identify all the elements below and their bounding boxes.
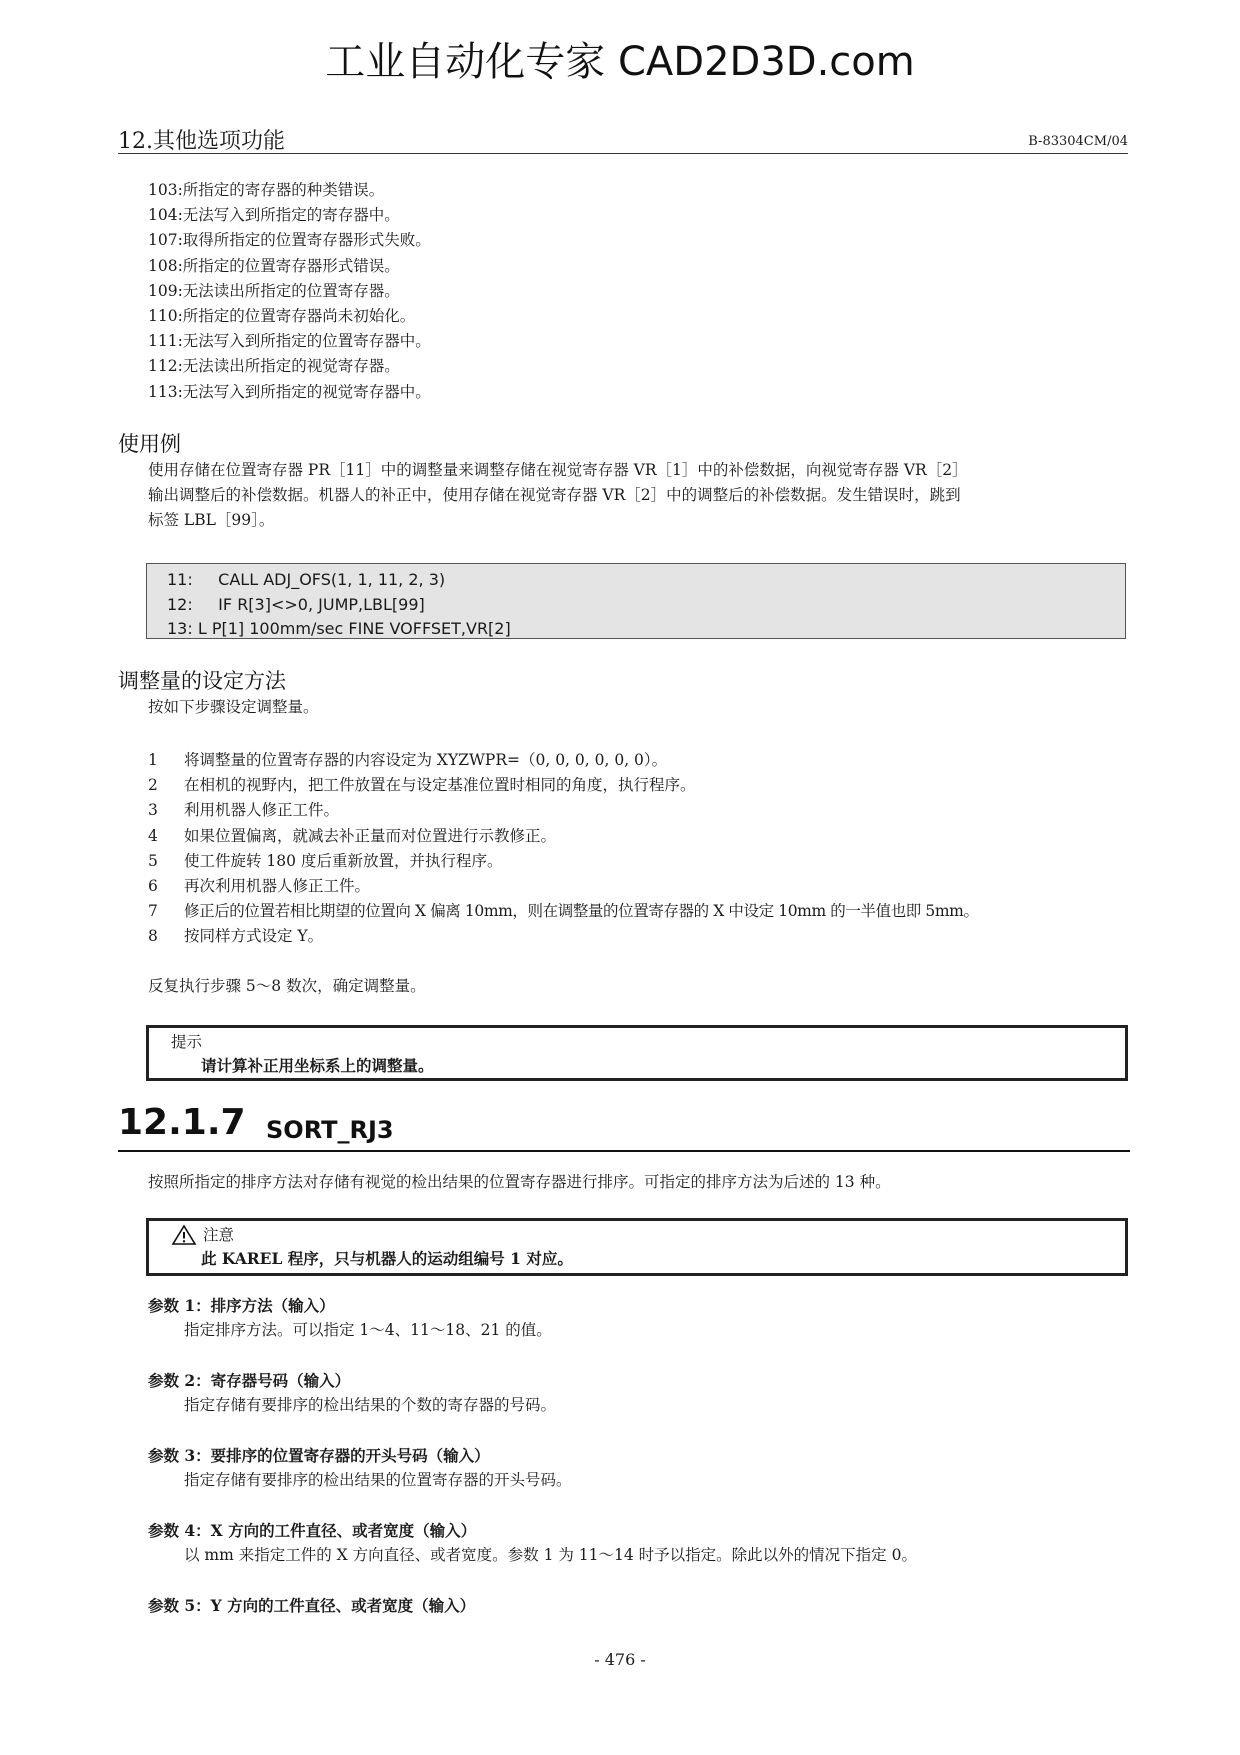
repeat-note: 反复执行步骤 5～8 数次，确定调整量。: [148, 977, 426, 995]
example-heading: 使用例: [118, 432, 181, 456]
param-title: 参数 5：Y 方向的工件直径、或者宽度（输入）: [148, 1596, 476, 1615]
section-number: 12.1.7: [118, 1102, 246, 1143]
error-code-item: 109:无法读出所指定的位置寄存器。: [148, 281, 400, 300]
step-text: 再次利用机器人修正工件。: [184, 877, 371, 896]
step-item: [148, 824, 979, 849]
step-text: 如果位置偏离，就减去补正量而对位置进行示教修正。: [184, 826, 557, 845]
example-paragraph: [148, 458, 1133, 533]
step-number: 3: [148, 801, 158, 820]
step-item: [148, 849, 979, 874]
param-block: [148, 1368, 556, 1418]
section-rule: [118, 1150, 1130, 1152]
param-block: [148, 1293, 552, 1343]
param-desc: 指定存储有要排序的检出结果的个数的寄存器的号码。: [184, 1396, 557, 1414]
step-text: 按同样方式设定 Y。: [184, 927, 324, 946]
section-description: 按照所指定的排序方法对存储有视觉的检出结果的位置寄存器进行排序。可指定的排序方法为后述的 13 种。: [148, 1173, 891, 1191]
hint-body: 请计算补正用坐标系上的调整量。: [201, 1056, 434, 1075]
error-code-item: 107:取得所指定的位置寄存器形式失败。: [148, 231, 431, 250]
step-number: 7: [148, 902, 158, 921]
param-desc: 指定存储有要排序的检出结果的位置寄存器的开头号码。: [184, 1471, 572, 1489]
error-code-item: 103:所指定的寄存器的种类错误。: [148, 181, 385, 199]
code-listing: [146, 563, 1126, 639]
error-code-item: 112:无法读出所指定的视觉寄存器。: [148, 357, 400, 376]
error-code-item: 104:无法写入到所指定的寄存器中。: [148, 206, 400, 225]
code-line: 11: CALL ADJ_OFS(1, 1, 11, 2, 3): [167, 570, 446, 589]
step-number: 5: [148, 851, 158, 870]
adjust-steps: [148, 748, 979, 950]
adjust-intro: 按如下步骤设定调整量。: [148, 698, 319, 716]
hint-title: 提示: [171, 1033, 203, 1051]
step-item: [148, 874, 979, 899]
caution-title: 注意: [203, 1226, 235, 1244]
step-item: [148, 899, 979, 924]
step-text: 在相机的视野内，把工件放置在与设定基准位置时相同的角度，执行程序。: [184, 776, 696, 795]
param-title: 参数 2：寄存器号码（输入）: [148, 1371, 351, 1390]
step-number: 6: [148, 877, 158, 896]
param-block: [148, 1593, 475, 1618]
param-desc: 指定排序方法。可以指定 1～4、11～18、21 的值。: [184, 1321, 552, 1339]
step-item: [148, 773, 979, 798]
adjust-heading: 调整量的设定方法: [118, 669, 286, 693]
step-number: 1: [148, 751, 158, 769]
example-line: 标签 LBL［99］。: [148, 511, 275, 529]
step-number: 4: [148, 826, 158, 845]
header-rule: [118, 153, 1128, 154]
error-code-item: 108:所指定的位置寄存器形式错误。: [148, 256, 400, 275]
step-number: 2: [148, 776, 158, 795]
example-line: 输出调整后的补偿数据。机器人的补正中，使用存储在视觉寄存器 VR［2］中的调整后的补偿数据。发生错误时，跳到: [148, 486, 961, 504]
example-line: 使用存储在位置寄存器 PR［11］中的调整量来调整存储在视觉寄存器 VR［1］中的补偿数据，向视觉寄存器 VR［2］: [148, 461, 968, 479]
section-title: SORT_RJ3: [266, 1116, 394, 1144]
step-item: [148, 798, 979, 823]
step-text: 修正后的位置若相比期望的位置向 X 偏离 10mm，则在调整量的位置寄存器的 X 中设定 10mm 的一半值也即 5mm。: [184, 902, 979, 921]
code-line: 12: IF R[3]<>0, JUMP,LBL[99]: [167, 594, 425, 614]
code-line: 13: L P[1] 100mm/sec FINE VOFFSET,VR[2]: [167, 619, 511, 638]
step-item: [148, 748, 979, 773]
step-text: 利用机器人修正工件。: [184, 801, 340, 820]
hint-box: [146, 1025, 1128, 1081]
step-item: [148, 924, 979, 949]
running-header-section: 12.其他选项功能: [118, 129, 285, 154]
param-title: 参数 1：排序方法（输入）: [148, 1296, 335, 1315]
document-code: B-83304CM/04: [1028, 134, 1128, 149]
param-block: [148, 1518, 917, 1568]
caution-header: [171, 1223, 1103, 1247]
caution-body: 此 KAREL 程序，只与机器人的运动组编号 1 对应。: [201, 1249, 573, 1268]
warning-icon: [171, 1224, 197, 1246]
page-number: - 476 -: [594, 1650, 646, 1669]
param-block: [148, 1443, 572, 1493]
error-code-item: 110:所指定的位置寄存器尚未初始化。: [148, 307, 416, 326]
caution-box: [146, 1218, 1128, 1276]
step-number: 8: [148, 927, 158, 946]
error-code-list: [148, 178, 431, 405]
error-code-item: 111:无法写入到所指定的位置寄存器中。: [148, 332, 431, 351]
step-text: 使工件旋转 180 度后重新放置，并执行程序。: [184, 851, 503, 870]
step-text: 将调整量的位置寄存器的内容设定为 XYZWPR=（0, 0, 0, 0, 0, 0）。: [184, 751, 668, 769]
param-desc: 以 mm 来指定工件的 X 方向直径、或者宽度。参数 1 为 11～14 时予以指定。除此以外的情况下指定 0。: [184, 1546, 917, 1564]
watermark: 工业自动化专家 CAD2D3D.com: [325, 39, 915, 85]
param-title: 参数 3：要排序的位置寄存器的开头号码（输入）: [148, 1446, 490, 1465]
param-title: 参数 4：X 方向的工件直径、或者宽度（输入）: [148, 1521, 477, 1540]
error-code-item: 113:无法写入到所指定的视觉寄存器中。: [148, 382, 431, 401]
